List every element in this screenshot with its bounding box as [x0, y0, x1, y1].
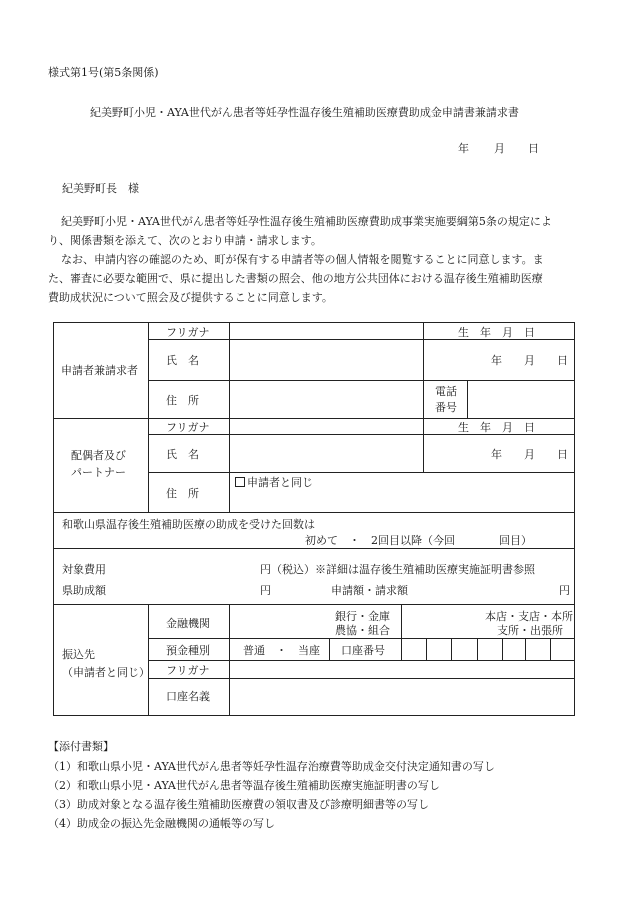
- applicant-phone-label-1: 電話: [435, 385, 457, 398]
- spouse-birth-date: 年 月 日: [491, 448, 568, 461]
- attachment-item: （3）助成対象となる温存後生殖補助医療費の領収書及び診療明細書等の写し: [48, 798, 429, 811]
- spouse-furigana-label: フリガナ: [166, 421, 210, 434]
- bank-section-sub: （申請者と同じ）: [62, 666, 150, 679]
- applicant-furigana-label: フリガナ: [166, 326, 210, 339]
- para1-line2: り、関係書類を添えて、次のとおり申請・請求します。: [48, 234, 322, 247]
- account-number-label: 口座番号: [341, 644, 385, 657]
- branch-types-1: 本店・支店・本所: [485, 610, 573, 623]
- bank-furigana-label: フリガナ: [166, 664, 210, 677]
- checkbox[interactable]: [235, 477, 245, 487]
- para1-line1: 紀美野町小児・AYA世代がん患者等妊孕性温存後生殖補助医療費助成事業実施要綱第5条の規定によ: [61, 215, 552, 228]
- attachments-heading: 【添付書類】: [48, 740, 114, 753]
- form-title: 紀美野町小児・AYA世代がん患者等妊孕性温存後生殖補助医療費助成金申請書兼請求書: [90, 106, 519, 119]
- deposit-type-options[interactable]: 普通 ・ 当座: [243, 644, 320, 657]
- bank-types-1: 銀行・金庫: [335, 610, 390, 623]
- spouse-name-label: 氏 名: [166, 448, 199, 461]
- branch-types-2: 支所・出張所: [497, 624, 563, 637]
- bank-section-label: 振込先: [62, 648, 95, 661]
- target-cost-label: 対象費用: [62, 563, 106, 576]
- spouse-address-label: 住 所: [166, 487, 199, 500]
- target-cost-unit: 円（税込）※詳細は温存後生殖補助医療実施証明書参照: [260, 563, 535, 576]
- form-number: 様式第1号(第5条関係): [48, 66, 159, 79]
- para2-line1: なお、申請内容の確認のため、町が保有する申請者等の個人情報を閲覧することに同意します。ま: [61, 253, 544, 266]
- applicant-birth-date: 年 月 日: [491, 354, 568, 367]
- spouse-section-label-2: パートナー: [71, 466, 126, 479]
- pref-amount-label: 県助成額: [62, 584, 106, 597]
- request-amount-unit: 円: [559, 584, 570, 597]
- attachment-item: （2）和歌山県小児・AYA世代がん患者等温存後生殖補助医療実施証明書の写し: [48, 779, 440, 792]
- para2-line3: 費助成状況について照会及び提供することに同意します。: [48, 291, 333, 304]
- request-amount-label: 申請額・請求額: [331, 584, 408, 597]
- date-month-label: 月: [494, 142, 505, 155]
- addressee: 紀美野町長 様: [62, 182, 139, 195]
- same-as-applicant-label: 申請者と同じ: [247, 476, 313, 489]
- attachment-item: （4）助成金の振込先金融機関の通帳等の写し: [48, 817, 275, 830]
- assistance-count-options[interactable]: 初めて ・ 2回目以降（今回 回目）: [305, 534, 532, 547]
- same-as-applicant-option[interactable]: [235, 474, 313, 490]
- applicant-phone-label-2: 番号: [435, 401, 457, 414]
- application-form-table: [53, 322, 575, 716]
- consent-text: [48, 212, 583, 307]
- date-year-label: 年: [458, 142, 469, 155]
- deposit-type-label: 預金種別: [166, 644, 210, 657]
- assistance-count-label: 和歌山県温存後生殖補助医療の助成を受けた回数は: [62, 518, 315, 531]
- bank-types-2: 農協・組合: [335, 624, 390, 637]
- para2-line2: た、審査に必要な範囲で、県に提出した書類の照会、他の地方公共団体における温存後生殖補助医療: [48, 272, 543, 285]
- spouse-section-label-1: 配偶者及び: [71, 449, 126, 462]
- applicant-name-label: 氏 名: [166, 354, 199, 367]
- applicant-section-label: 申請者兼請求者: [61, 364, 138, 377]
- spouse-birth-label: 生 年 月 日: [458, 421, 535, 434]
- pref-amount-unit: 円: [260, 584, 271, 597]
- date-day-label: 日: [528, 142, 539, 155]
- account-name-label: 口座名義: [166, 690, 210, 703]
- applicant-address-label: 住 所: [166, 394, 199, 407]
- bank-institution-label: 金融機関: [166, 617, 210, 630]
- attachment-item: （1）和歌山県小児・AYA世代がん患者等妊孕性温存治療費等助成金交付決定通知書の写し: [48, 760, 495, 773]
- applicant-birth-label: 生 年 月 日: [458, 326, 535, 339]
